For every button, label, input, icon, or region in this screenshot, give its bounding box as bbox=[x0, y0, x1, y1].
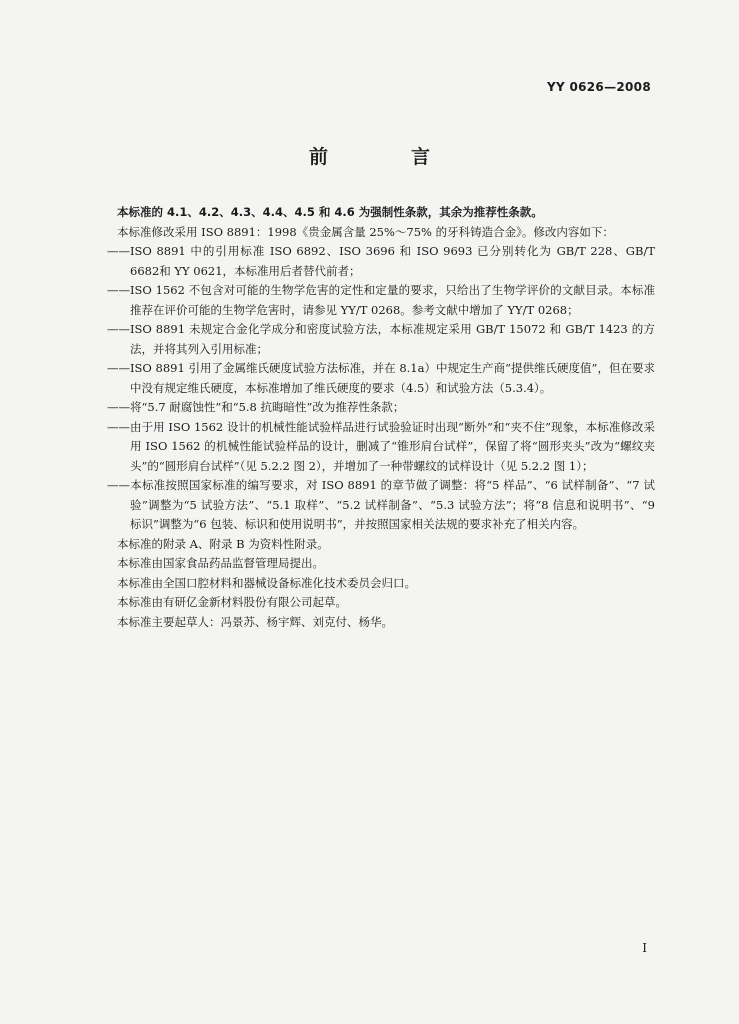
page-title: 前 言 bbox=[308, 146, 462, 168]
list-item: ——ISO 8891 未规定合金化学成分和密度试验方法，本标准规定采用 GB/T 15072 和 GB/T 1423 的方法，并将其列入引用标准； bbox=[107, 322, 655, 356]
closing-line: 本标准由国家食品药品监督管理局提出。 bbox=[117, 556, 324, 570]
list-item: ——ISO 1562 不包含对可能的生物学危害的定性和定量的要求，只给出了生物学评价的文献目录。本标准推荐在评价可能的生物学危害时，请参见 YY/T 0268。参考文献中增加了 YY/T 0268； bbox=[107, 283, 655, 317]
list-item: ——由于用 ISO 1562 设计的机械性能试验样品进行试验验证时出现“断外”和“夹不住”现象，本标准修改采用 ISO 1562 的机械性能试验样品的设计，删减了“锥形肩台试样”，保留了将“圆形夹头”改为“螺纹夹头”的“圆形肩台试样”（见 5.2.2 图 2），并增加了一种带螺纹的试样设计（见 5.2.2 图 1）； bbox=[107, 419, 655, 473]
list-item: ——将“5.7 耐腐蚀性”和“5.8 抗晦暗性”改为推荐性条款； bbox=[107, 400, 405, 414]
clause-statement: 本标准的 4.1、4.2、4.3、4.4、4.5 和 4.6 为强制性条款，其余为推荐性条款。 bbox=[117, 205, 543, 219]
standard-code: YY 0626—2008 bbox=[547, 80, 651, 94]
list-item: ——ISO 8891 引用了金属维氏硬度试验方法标准，并在 8.1a）中规定生产商“提供维氏硬度值”，但在要求中没有规定维氏硬度，本标准增加了维氏硬度的要求（4.5）和试验方法（5.3.4）。 bbox=[107, 361, 655, 395]
closing-line: 本标准由全国口腔材料和器械设备标准化技术委员会归口。 bbox=[117, 575, 416, 590]
list-item: ——本标准按照国家标准的编写要求，对 ISO 8891 的章节做了调整：将“5 样品”、“6 试样制备”、“7 试验”调整为“5 试验方法”、“5.1 取样”、“5.2 试样制备”、“5.3 试验方法”；将“8 信息和说明书”、“9 标识”调整为“6 包装、标识和使用说明书”，并按照国家相关法规的要求补充了相关内容。 bbox=[107, 478, 655, 531]
list-item: ——ISO 8891 中的引用标准 ISO 6892、ISO 3696 和 ISO 9693 已分别转化为 GB/T 228、GB/T 6682和 YY 0621，本标准用后者替代前者； bbox=[107, 244, 655, 278]
closing-line: 本标准的附录 A、附录 B 为资料性附录。 bbox=[117, 536, 329, 551]
closing-line: 本标准由有研亿金新材料股份有限公司起草。 bbox=[117, 595, 347, 609]
foreword-body bbox=[107, 203, 655, 632]
closing-line: 本标准主要起草人：冯景苏、杨宇辉、刘克付、杨华。 bbox=[117, 614, 393, 629]
page-number: I bbox=[642, 941, 647, 955]
modification-intro: 本标准修改采用 ISO 8891：1998《贵金属含量 25%～75% 的牙科铸造合金》。修改内容如下： bbox=[117, 224, 614, 239]
